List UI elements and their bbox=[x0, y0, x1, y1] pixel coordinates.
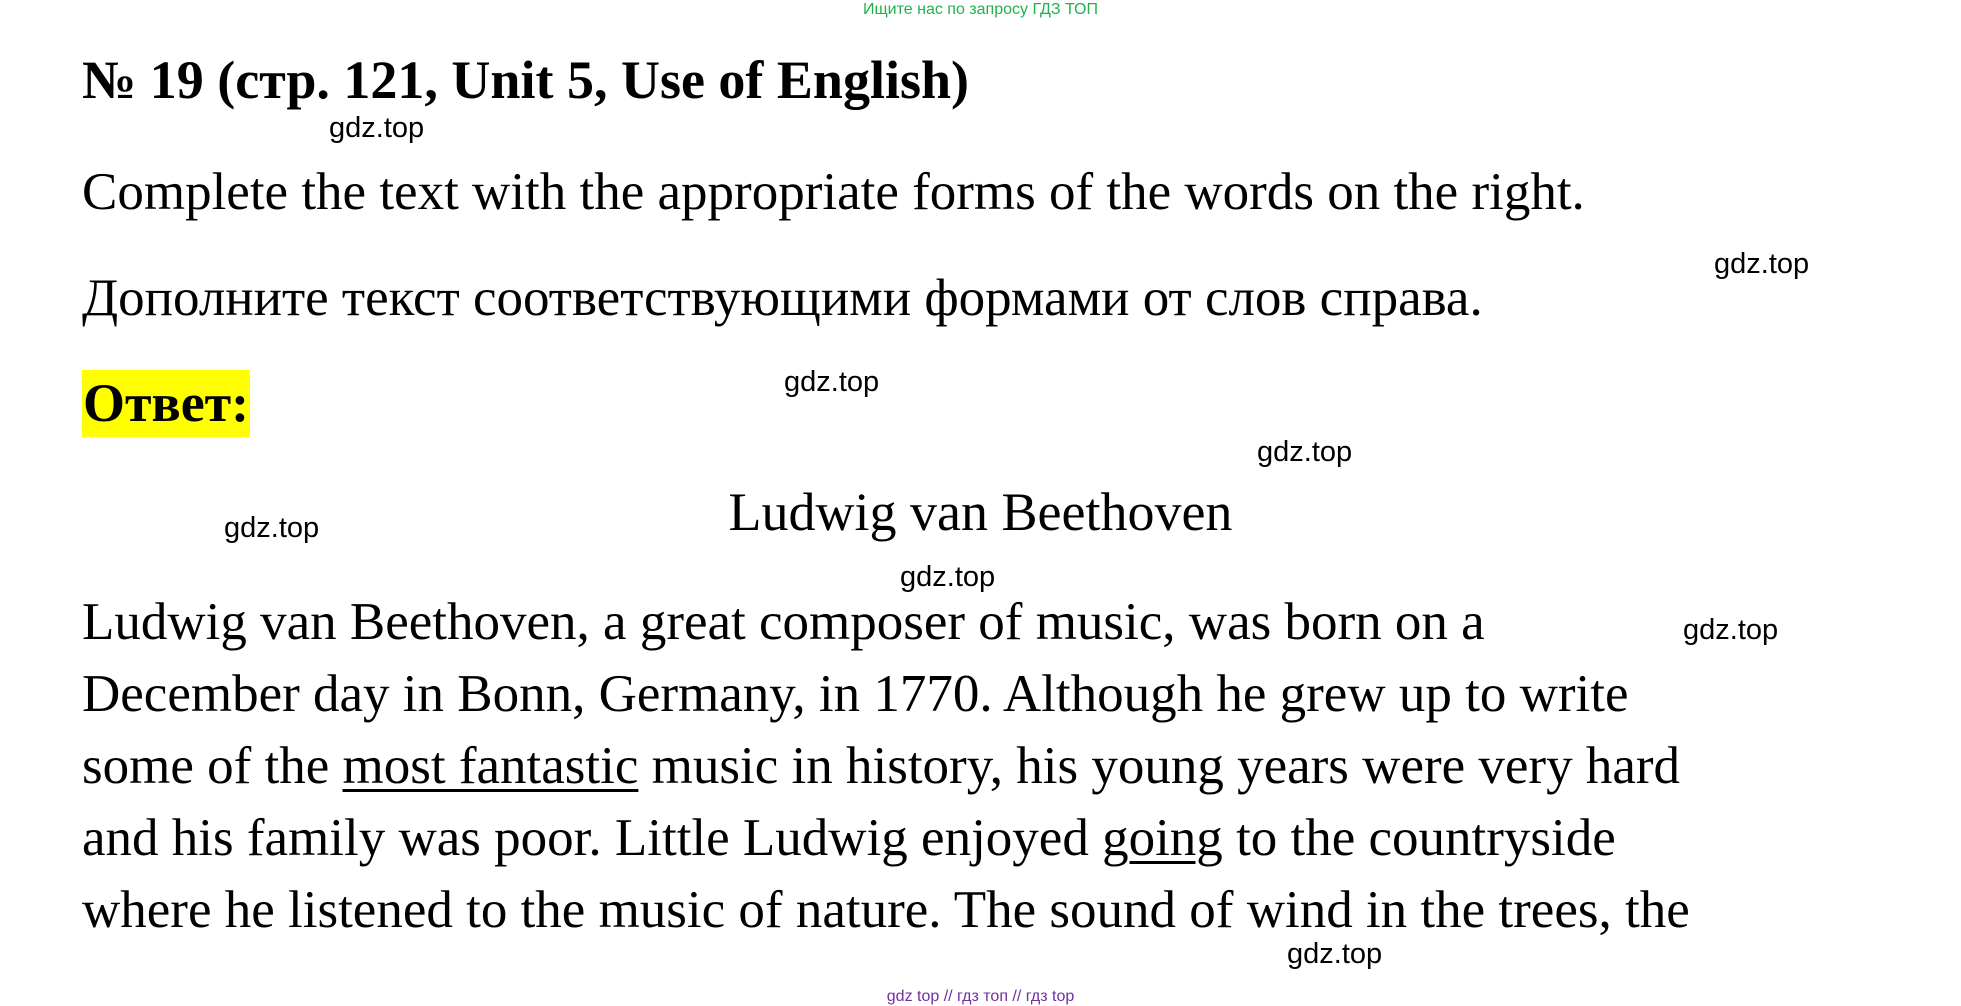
text-segment: and his family was poor. Little Ludwig enjoyed bbox=[82, 809, 1103, 867]
watermark: gdz.top bbox=[1287, 938, 1383, 970]
footer-watermark: gdz top // гдз топ // гдз top bbox=[886, 988, 1075, 1005]
watermark: gdz.top bbox=[329, 112, 425, 144]
answer-word: going bbox=[1102, 809, 1223, 867]
instruction-russian: Дополните текст соответствующими формами от слов справа. bbox=[82, 269, 1483, 327]
text-line-3 bbox=[82, 734, 1680, 798]
text-segment: music in history, his young years were very hard bbox=[638, 737, 1680, 795]
watermark: gdz.top bbox=[1683, 614, 1779, 646]
watermark: gdz.top bbox=[224, 512, 320, 544]
text-line-1: Ludwig van Beethoven, a great composer of music, was born on a bbox=[82, 593, 1485, 651]
article-title: Ludwig van Beethoven bbox=[728, 482, 1233, 542]
answer-label: Ответ: bbox=[82, 370, 250, 437]
watermark: gdz.top bbox=[900, 561, 996, 593]
exercise-heading: № 19 (стр. 121, Unit 5, Use of English) bbox=[82, 50, 969, 110]
answer-word: most fantastic bbox=[342, 737, 639, 795]
text-line-4 bbox=[82, 806, 1616, 870]
watermark: gdz.top bbox=[1257, 436, 1353, 468]
text-segment: to the countryside bbox=[1222, 809, 1616, 867]
instruction-english: Complete the text with the appropriate forms of the words on the right. bbox=[82, 163, 1585, 221]
watermark: gdz.top bbox=[784, 366, 880, 398]
text-segment: some of the bbox=[82, 737, 343, 795]
text-line-5: where he listened to the music of nature. The sound of wind in the trees, the bbox=[82, 881, 1690, 939]
text-line-2: December day in Bonn, Germany, in 1770. Although he grew up to write bbox=[82, 665, 1629, 723]
watermark: gdz.top bbox=[1714, 248, 1810, 280]
top-banner: Ищите нас по запросу ГДЗ ТОП bbox=[863, 1, 1098, 18]
